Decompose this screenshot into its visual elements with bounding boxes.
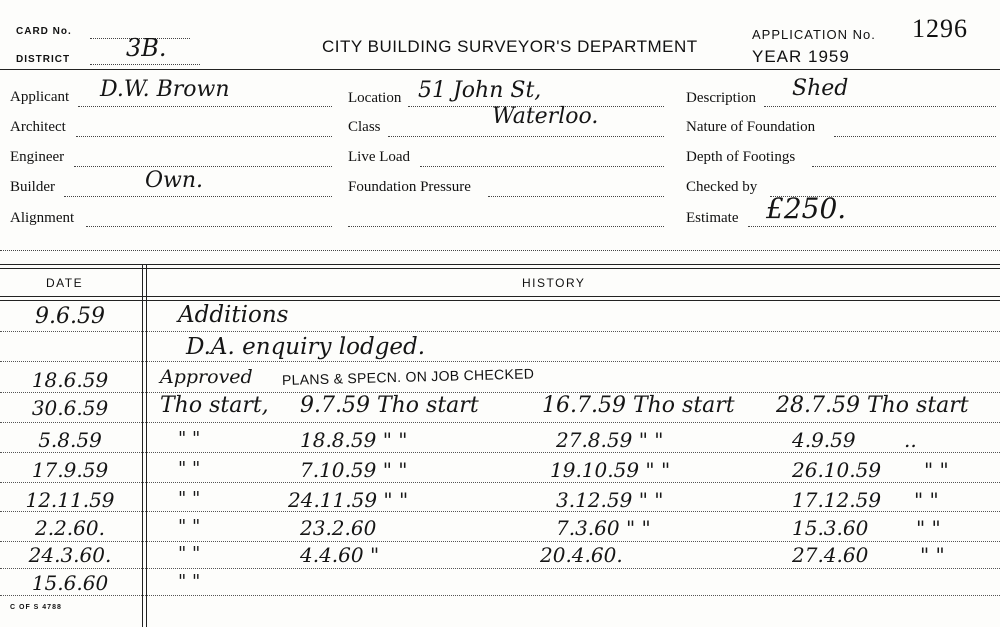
history-entry: 27.8.59 " " xyxy=(556,428,664,452)
location-value-1: 51 John St, xyxy=(418,78,542,103)
history-entry: .. xyxy=(904,428,917,452)
history-entry: " " xyxy=(178,458,201,479)
date-column-header: DATE xyxy=(46,276,84,290)
history-entry: " " xyxy=(178,488,201,509)
estimate-value: £250. xyxy=(766,192,847,225)
history-date: 30.6.59 xyxy=(31,396,109,420)
history-entry: D.A. enquiry lodged. xyxy=(186,334,426,360)
row-line xyxy=(0,452,1000,453)
history-entry: 15.3.60 xyxy=(792,516,869,540)
alignment-line xyxy=(86,226,332,227)
history-entry: 23.2.60 xyxy=(300,516,377,540)
history-entry: " " xyxy=(914,488,939,512)
description-line xyxy=(764,106,996,107)
department-title: CITY BUILDING SURVEYOR'S DEPARTMENT xyxy=(322,37,698,56)
history-date: 12.11.59 xyxy=(25,488,115,512)
builder-line xyxy=(64,196,332,197)
district-value: 3B. xyxy=(126,34,167,62)
row-line xyxy=(0,361,1000,362)
table-top-rule xyxy=(0,264,1000,269)
location-label: Location xyxy=(348,90,402,106)
history-date: 9.6.59 xyxy=(35,304,105,329)
history-entry: 18.8.59 " " xyxy=(300,428,408,452)
history-entry: " " xyxy=(920,543,945,567)
history-entry: Approved xyxy=(160,366,253,388)
alignment-label: Alignment xyxy=(10,210,75,226)
history-date: 18.6.59 xyxy=(31,368,109,392)
location-value-2: Waterloo. xyxy=(492,104,599,129)
history-entry: 16.7.59 Tho start xyxy=(542,393,735,418)
live-load-label: Live Load xyxy=(348,149,411,165)
date-column-divider xyxy=(142,264,143,627)
col2-extra-line xyxy=(348,226,664,227)
district-label: DISTRICT xyxy=(16,54,71,65)
history-entry: " " xyxy=(178,516,201,537)
nature-foundation-line xyxy=(834,136,996,137)
nature-foundation-label: Nature of Foundation xyxy=(686,119,816,135)
date-column-divider-2 xyxy=(146,264,147,627)
district-line xyxy=(90,64,200,65)
history-entry: 7.10.59 " " xyxy=(300,458,408,482)
history-entry: 26.10.59 xyxy=(792,458,882,482)
row-line xyxy=(0,331,1000,332)
history-date: 5.8.59 xyxy=(38,428,102,452)
fields-bottom-line xyxy=(0,250,1000,251)
class-label: Class xyxy=(348,119,381,135)
history-entry: 24.11.59 " " xyxy=(288,488,409,512)
history-entry: 17.12.59 xyxy=(792,488,882,512)
application-label: APPLICATION No. xyxy=(752,27,876,42)
history-entry: Additions xyxy=(178,302,289,328)
year-label: YEAR 1959 xyxy=(752,47,850,66)
history-entry: 4.9.59 xyxy=(792,428,856,452)
applicant-value: D.W. Brown xyxy=(100,77,230,102)
history-entry: 19.10.59 " " xyxy=(550,458,671,482)
card-no-label: CARD No. xyxy=(16,26,72,37)
row-line xyxy=(0,595,1000,596)
engineer-line xyxy=(74,166,332,167)
live-load-line xyxy=(420,166,664,167)
class-line xyxy=(388,136,664,137)
header-rule xyxy=(0,69,1000,70)
architect-label: Architect xyxy=(10,119,66,135)
history-entry: " " xyxy=(916,516,941,540)
history-column-header: HISTORY xyxy=(522,276,586,290)
history-entry: 27.4.60 xyxy=(792,543,869,567)
history-entry: " " xyxy=(924,458,949,482)
history-entry: 7.3.60 " " xyxy=(556,516,651,540)
history-date: 15.6.60 xyxy=(31,571,109,595)
checked-by-label: Checked by xyxy=(686,179,758,195)
applicant-label: Applicant xyxy=(10,89,70,105)
history-date: 2.2.60. xyxy=(35,516,105,540)
form-code: C OF S 4788 xyxy=(10,604,62,611)
history-entry: 4.4.60 " xyxy=(300,543,380,567)
estimate-line xyxy=(748,226,996,227)
history-date: 24.3.60. xyxy=(28,543,112,567)
builder-value: Own. xyxy=(145,168,204,193)
foundation-pressure-label: Foundation Pressure xyxy=(348,179,471,195)
architect-line xyxy=(76,136,332,137)
history-entry: 28.7.59 Tho start xyxy=(776,393,969,418)
engineer-label: Engineer xyxy=(10,149,65,165)
description-value: Shed xyxy=(792,76,849,101)
row-line xyxy=(0,568,1000,569)
applicant-line xyxy=(78,106,332,107)
estimate-label: Estimate xyxy=(686,210,739,226)
history-entry: 9.7.59 Tho start xyxy=(300,393,479,418)
history-date: 17.9.59 xyxy=(31,458,109,482)
history-entry: " " xyxy=(178,571,201,592)
plans-checked-stamp: PLANS & SPECN. ON JOB CHECKED xyxy=(281,365,535,388)
history-entry: " " xyxy=(178,543,201,564)
foundation-pressure-line xyxy=(488,196,664,197)
row-line xyxy=(0,541,1000,542)
history-entry: " " xyxy=(178,428,201,449)
history-entry: 20.4.60. xyxy=(540,543,623,567)
row-line xyxy=(0,422,1000,423)
builder-label: Builder xyxy=(10,179,55,195)
table-header-rule xyxy=(0,296,1000,301)
depth-footings-label: Depth of Footings xyxy=(686,149,796,165)
application-number: 1296 xyxy=(912,14,968,43)
depth-footings-line xyxy=(812,166,996,167)
row-line xyxy=(0,482,1000,483)
description-label: Description xyxy=(686,90,756,106)
history-entry: 3.12.59 " " xyxy=(556,488,664,512)
history-entry: Tho start, xyxy=(160,393,269,418)
